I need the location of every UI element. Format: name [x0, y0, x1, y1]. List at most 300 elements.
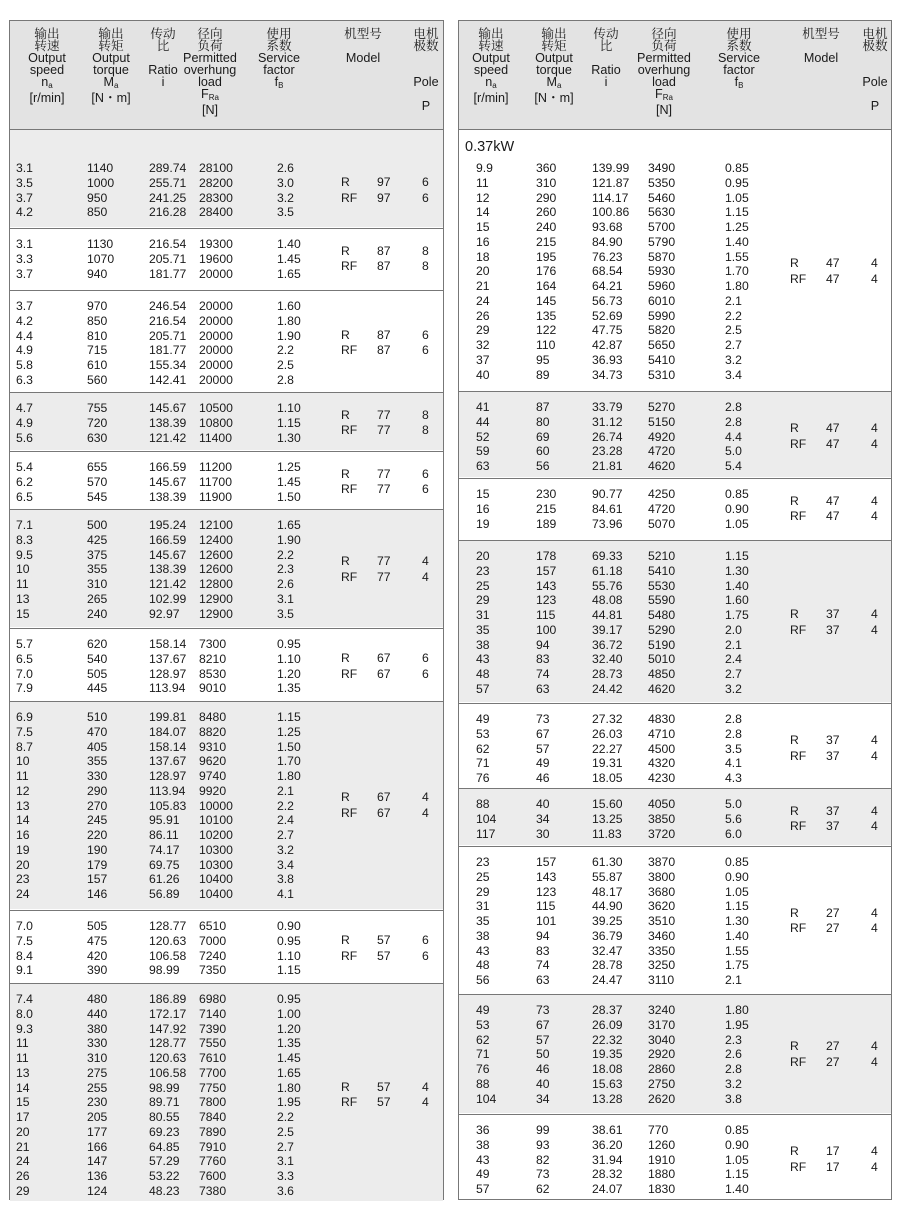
cell-load: 20000 [199, 299, 233, 313]
cell-speed: 53 [476, 1017, 490, 1032]
model-type: RF [790, 1054, 807, 1069]
cell-speed: 29 [476, 884, 490, 899]
cell-ratio: 84.90 [592, 234, 623, 249]
cell-load: 1910 [648, 1152, 676, 1167]
cell-torque: 610 [87, 358, 108, 372]
cell-speed: 23 [476, 563, 490, 578]
cell-load: 4850 [648, 667, 676, 681]
cell-load: 12900 [199, 591, 233, 606]
cell-speed: 11 [476, 175, 489, 190]
cell-factor: 1.60 [725, 593, 749, 608]
cell-ratio: 137.67 [149, 754, 187, 769]
cell-ratio: 15.63 [592, 1076, 623, 1091]
cell-load: 10000 [199, 798, 233, 813]
cell-load: 8480 [199, 710, 227, 724]
cell-torque: 1070 [87, 251, 115, 266]
header-factor-cn: 使用 [266, 27, 292, 41]
cell-torque: 245 [87, 813, 108, 828]
cell-torque: 970 [87, 299, 108, 313]
cell-speed: 48 [476, 958, 490, 973]
cell-torque: 73 [536, 1167, 550, 1182]
cell-load: 8210 [199, 651, 227, 666]
symbol-letter: P [870, 99, 880, 113]
cell-speed: 5.7 [16, 637, 33, 651]
cell-ratio: 147.92 [149, 1021, 187, 1036]
cell-speed: 62 [476, 1032, 490, 1047]
cell-speed: 11 [16, 769, 29, 783]
table-row [10, 1051, 443, 1065]
cell-load: 7890 [199, 1124, 227, 1139]
cell-factor: 1.20 [277, 1021, 301, 1036]
cell-factor: 0.85 [725, 855, 749, 869]
model-label [10, 244, 443, 275]
cell-torque: 375 [87, 547, 108, 562]
cell-speed: 23 [16, 872, 30, 887]
cell-factor: 1.15 [277, 710, 301, 724]
model-label [459, 607, 891, 638]
cell-ratio: 52.69 [592, 308, 623, 323]
row-group [459, 478, 891, 539]
cell-factor: 3.3 [277, 1169, 294, 1183]
cell-speed: 32 [476, 338, 490, 352]
cell-factor: 0.95 [277, 992, 301, 1006]
header-pole [862, 28, 887, 112]
header-factor [718, 28, 760, 92]
cell-factor: 0.90 [277, 919, 301, 933]
header-pole-cn: 电机 [862, 27, 888, 41]
cell-factor: 1.35 [277, 1036, 301, 1051]
cell-ratio: 34.73 [592, 367, 623, 382]
cell-speed: 9.3 [16, 1021, 33, 1036]
header-speed-en: Output [28, 51, 66, 65]
cell-speed: 7.0 [16, 919, 33, 933]
table-row [10, 518, 443, 532]
cell-torque: 73 [536, 712, 550, 726]
pole-value: 4 [871, 921, 878, 936]
model-size: 67 [377, 805, 391, 820]
cell-ratio: 155.34 [149, 358, 187, 372]
cell-torque: 30 [536, 826, 550, 841]
header-load-cn: 负荷 [197, 39, 223, 53]
cell-load: 4500 [648, 741, 676, 756]
cell-ratio: 23.28 [592, 444, 623, 459]
table-row [10, 1007, 443, 1021]
cell-speed: 8.7 [16, 739, 33, 754]
header-load-en: load [652, 75, 676, 89]
model-type: RF [790, 436, 807, 451]
cell-factor: 2.6 [725, 1047, 742, 1062]
model-size: 27 [826, 921, 840, 936]
header-torque-cn: 输出 [98, 27, 124, 41]
pole-value: 4 [871, 803, 878, 818]
model-type: R [790, 493, 799, 508]
model-type: RF [341, 569, 358, 584]
table-row [459, 1182, 891, 1196]
cell-ratio: 28.32 [592, 1167, 623, 1182]
cell-speed: 25 [476, 578, 490, 593]
header-model-en: Model [803, 51, 839, 65]
cell-ratio: 138.39 [149, 489, 187, 504]
table-row [10, 373, 443, 387]
cell-ratio: 128.97 [149, 769, 187, 783]
cell-ratio: 137.67 [149, 651, 187, 666]
cell-load: 7610 [199, 1051, 227, 1065]
cell-load: 3110 [648, 973, 675, 987]
header-speed-en: speed [473, 63, 509, 77]
row-group [10, 392, 443, 450]
cell-load: 5190 [648, 637, 676, 652]
cell-ratio: 48.23 [149, 1183, 180, 1198]
cell-factor: 0.90 [725, 869, 749, 884]
header-model [344, 28, 382, 64]
cell-factor: 4.1 [725, 756, 742, 771]
cell-factor: 0.95 [725, 175, 749, 190]
table-row [459, 771, 891, 785]
cell-torque: 360 [536, 161, 557, 175]
header-load-en: Permitted [183, 51, 237, 65]
model-label [459, 906, 891, 937]
header-load-en: overhung [637, 63, 691, 77]
cell-torque: 94 [536, 928, 550, 943]
model-type: R [341, 1079, 350, 1094]
cell-load: 10400 [199, 872, 233, 887]
cell-factor: 1.65 [277, 1065, 301, 1080]
cell-factor: 1.15 [725, 899, 749, 914]
cell-ratio: 98.99 [149, 963, 180, 978]
cell-torque: 475 [87, 933, 108, 948]
symbol-letter: n [41, 75, 49, 89]
header-ratio-cn: 比 [156, 39, 170, 53]
cell-speed: 35 [476, 914, 490, 928]
cell-factor: 1.15 [277, 963, 301, 978]
cell-speed: 36 [476, 1123, 490, 1137]
header-factor-cn: 系数 [726, 39, 752, 53]
pole-value: 4 [871, 748, 878, 763]
cell-factor: 1.50 [277, 739, 301, 754]
cell-ratio: 113.94 [149, 783, 186, 798]
model-type: RF [341, 343, 358, 358]
header-ratio-cn: 比 [599, 39, 613, 53]
pole-value: 4 [422, 805, 429, 820]
table-row [459, 205, 891, 219]
model-type: R [341, 554, 350, 569]
cell-factor: 2.8 [725, 1062, 742, 1076]
cell-factor: 1.15 [725, 1167, 749, 1182]
cell-torque: 49 [536, 756, 550, 771]
cell-load: 5820 [648, 323, 676, 338]
cell-torque: 145 [536, 293, 557, 308]
table-row [459, 459, 891, 473]
symbol-subscript: a [114, 81, 119, 90]
cell-ratio: 114.17 [592, 190, 629, 205]
cell-speed: 7.5 [16, 724, 33, 739]
cell-ratio: 19.31 [592, 756, 623, 771]
header-factor-en: Service [258, 51, 300, 65]
header-speed-unit: [r/min] [473, 91, 509, 105]
model-type: RF [790, 921, 807, 936]
cell-load: 5650 [648, 338, 676, 352]
cell-factor: 2.8 [725, 400, 742, 414]
header-torque-unit: [N・m] [534, 91, 574, 105]
table-row [459, 220, 891, 234]
cell-load: 4620 [648, 681, 676, 696]
model-size: 57 [377, 1079, 391, 1094]
cell-factor: 1.15 [725, 205, 749, 220]
cell-ratio: 39.17 [592, 622, 623, 637]
model-label [459, 494, 891, 525]
row-group [459, 1114, 891, 1201]
cell-torque: 310 [536, 175, 557, 190]
cell-load: 4320 [648, 756, 676, 771]
table-row [10, 919, 443, 933]
header-torque-en: Output [92, 51, 130, 65]
cell-load: 4720 [648, 444, 676, 459]
model-type: R [790, 256, 799, 271]
cell-ratio: 120.63 [149, 1051, 187, 1065]
cell-factor: 1.40 [725, 234, 749, 249]
cell-load: 5480 [648, 608, 676, 622]
header-factor-symbol [718, 76, 760, 92]
header-speed-symbol [28, 76, 66, 92]
cell-speed: 7.4 [16, 992, 33, 1006]
cell-ratio: 36.72 [592, 637, 623, 652]
row-group [459, 391, 891, 477]
cell-ratio: 205.71 [149, 251, 187, 266]
cell-factor: 3.2 [277, 842, 294, 857]
header-pole-cn: 极数 [862, 39, 888, 53]
table-row [459, 323, 891, 337]
cell-factor: 2.8 [725, 414, 742, 429]
cell-factor: 1.80 [725, 1003, 749, 1017]
power-label: 0.37kW [465, 139, 515, 155]
symbol-letter: n [485, 75, 493, 89]
table-row [459, 1077, 891, 1091]
right-table [458, 20, 892, 1200]
header-load-en: overhung [183, 63, 237, 77]
cell-load: 12400 [199, 532, 233, 547]
header-torque [91, 28, 130, 104]
cell-ratio: 26.74 [592, 429, 623, 444]
cell-load: 5590 [648, 593, 676, 608]
cell-load: 12100 [199, 518, 233, 532]
cell-load: 20000 [199, 328, 233, 343]
table-row [10, 681, 443, 695]
model-type: R [341, 466, 350, 481]
cell-speed: 44 [476, 414, 490, 429]
cell-factor: 6.0 [725, 826, 742, 841]
header-factor-cn: 系数 [266, 39, 292, 53]
cell-speed: 35 [476, 622, 490, 637]
cell-factor: 1.80 [277, 769, 301, 783]
model-type: RF [790, 819, 807, 834]
cell-factor: 1.40 [725, 578, 749, 593]
cell-torque: 57 [536, 741, 550, 756]
row-group [459, 540, 891, 702]
table-row [459, 958, 891, 972]
cell-load: 3720 [648, 826, 676, 841]
table-row [459, 579, 891, 593]
cell-torque: 100 [536, 622, 557, 637]
header-load-unit: [N] [655, 103, 673, 117]
cell-load: 10300 [199, 857, 233, 872]
cell-load: 7550 [199, 1036, 227, 1051]
cell-torque: 164 [536, 279, 557, 293]
table-row [459, 176, 891, 190]
model-type: RF [341, 948, 358, 963]
table-row [10, 592, 443, 606]
cell-load: 5150 [648, 414, 676, 429]
header-pole-cn: 极数 [413, 39, 439, 53]
cell-load: 7300 [199, 637, 227, 651]
cell-speed: 14 [16, 1080, 30, 1095]
cell-speed: 8.4 [16, 948, 33, 963]
cell-torque: 176 [536, 264, 557, 279]
pole-value: 4 [422, 554, 429, 569]
cell-torque: 205 [87, 1110, 108, 1124]
cell-torque: 390 [87, 963, 108, 978]
cell-ratio: 105.83 [149, 798, 187, 813]
cell-load: 9010 [199, 681, 227, 696]
cell-factor: 1.45 [277, 474, 301, 489]
cell-ratio: 121.42 [149, 430, 187, 445]
cell-torque: 1130 [87, 237, 114, 251]
cell-torque: 94 [536, 637, 550, 652]
pole-value: 8 [422, 243, 429, 258]
model-type: RF [790, 1159, 807, 1174]
symbol-subscript: B [738, 81, 744, 90]
table-row [459, 855, 891, 869]
cell-speed: 19 [16, 842, 30, 857]
model-type: RF [341, 805, 358, 820]
cell-ratio: 56.73 [592, 293, 623, 308]
cell-factor: 2.5 [277, 1124, 294, 1139]
cell-load: 20000 [199, 343, 233, 358]
cell-speed: 12 [16, 783, 30, 798]
cell-speed: 71 [476, 756, 490, 771]
cell-factor: 1.15 [725, 549, 749, 563]
pole-value: 8 [422, 259, 429, 274]
pole-value: 4 [422, 1079, 429, 1094]
header-ratio-en: Ratio [148, 63, 178, 77]
cell-ratio: 138.39 [149, 562, 187, 577]
header-torque-symbol [534, 76, 573, 92]
cell-load: 7140 [199, 1006, 227, 1021]
cell-factor: 1.40 [725, 1182, 749, 1196]
cell-torque: 420 [87, 948, 108, 963]
cell-load: 7240 [199, 948, 227, 963]
cell-factor: 1.40 [277, 237, 301, 251]
model-label [10, 408, 443, 439]
cell-load: 4050 [648, 797, 676, 811]
cell-torque: 255 [87, 1080, 108, 1095]
cell-factor: 2.7 [725, 338, 742, 352]
pole-value: 4 [871, 1039, 878, 1054]
model-size: 97 [377, 175, 391, 189]
row-group [10, 910, 443, 982]
symbol-letter: f [734, 75, 739, 89]
model-size: 27 [826, 1039, 840, 1054]
cell-torque: 275 [87, 1065, 108, 1080]
table-row [459, 593, 891, 607]
cell-ratio: 89.71 [149, 1095, 180, 1110]
header-pole-en: Pole [413, 75, 439, 89]
pole-value: 6 [422, 190, 429, 205]
cell-factor: 1.25 [277, 724, 301, 739]
cell-factor: 1.70 [725, 264, 749, 279]
cell-factor: 1.05 [725, 884, 749, 899]
cell-torque: 67 [536, 726, 550, 741]
cell-factor: 1.25 [277, 460, 301, 474]
table-row [10, 1036, 443, 1050]
header-factor-en: factor [723, 63, 755, 77]
cell-load: 1880 [648, 1167, 676, 1182]
cell-speed: 53 [476, 726, 490, 741]
cell-speed: 24 [476, 293, 490, 308]
header-ratio [591, 28, 620, 88]
cell-ratio: 36.93 [592, 352, 623, 367]
cell-load: 3510 [648, 914, 676, 928]
cell-load: 28300 [199, 190, 233, 205]
header-load [637, 28, 691, 116]
model-type: R [341, 790, 350, 805]
symbol-subscript: Ra [208, 93, 219, 102]
symbol-subscript: a [492, 81, 497, 90]
cell-load: 7380 [199, 1183, 227, 1198]
cell-ratio: 121.87 [592, 175, 630, 190]
cell-load: 10300 [199, 842, 233, 857]
model-size: 97 [377, 190, 391, 205]
symbol-letter: F [201, 87, 209, 101]
symbol-letter: M [546, 75, 558, 89]
cell-ratio: 61.26 [149, 872, 180, 887]
cell-speed: 6.5 [16, 651, 33, 666]
cell-factor: 3.5 [725, 741, 742, 756]
cell-factor: 2.1 [725, 293, 742, 308]
cell-speed: 4.7 [16, 401, 33, 415]
table-row [10, 1140, 443, 1154]
cell-factor: 1.45 [277, 251, 301, 266]
header-torque [534, 28, 573, 104]
cell-ratio: 24.07 [592, 1182, 623, 1196]
cell-torque: 655 [87, 460, 108, 474]
table-row [10, 754, 443, 768]
model-size: 27 [826, 1054, 840, 1069]
header-model-cn: 机型号 [802, 27, 840, 41]
symbol-letter: F [655, 87, 663, 101]
cell-torque: 74 [536, 667, 550, 681]
cell-load: 4620 [648, 459, 676, 473]
cell-load: 3460 [648, 928, 676, 943]
header-pole-symbol [413, 100, 438, 112]
cell-speed: 3.7 [16, 266, 33, 281]
cell-load: 11700 [199, 474, 232, 489]
cell-speed: 41 [476, 400, 490, 414]
model-type: RF [790, 271, 807, 286]
cell-load: 6980 [199, 992, 227, 1006]
cell-torque: 310 [87, 1051, 108, 1065]
cell-torque: 157 [536, 855, 557, 869]
cell-torque: 215 [536, 501, 557, 516]
row-group [459, 846, 891, 993]
model-type: R [341, 933, 350, 947]
cell-torque: 143 [536, 578, 557, 593]
cell-load: 28100 [199, 161, 233, 175]
cell-ratio: 186.89 [149, 992, 187, 1006]
cell-factor: 1.50 [277, 489, 301, 504]
cell-torque: 34 [536, 1091, 550, 1106]
model-label [10, 554, 443, 585]
pole-value: 4 [871, 733, 878, 748]
